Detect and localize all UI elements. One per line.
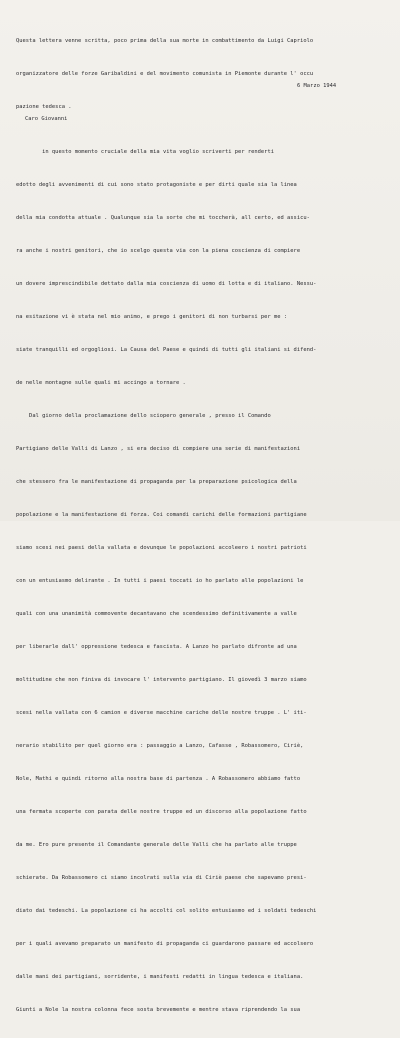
body-line: Partigiano delle Valli di Lanzo , si era deciso di compiere una serie di manifestazioni <box>16 446 301 452</box>
body-line: moltitudine che non finiva di invocare l' intervento partigiano. Il giovedì 3 marzo siamo <box>16 677 307 683</box>
body-line: popolazione e la manifestazione di forza. Coi comandi carichi delle formazioni partigiane <box>16 512 307 518</box>
body-line: scesi nella vallata con 6 camion e diverse macchine cariche delle nostre truppe . L' iti- <box>16 710 307 716</box>
body-line: in questo momento cruciale della mia vita voglio scriverti per renderti <box>16 149 274 155</box>
letter-greeting: Caro Giovanni <box>25 116 68 122</box>
body-line: per i quali avevamo preparato un manifesto di propaganda ci guardarono passare ed accolsero <box>16 941 314 947</box>
body-line: siamo scesi nei paesi della vallata e dovunque le popolazioni accoleero i nostri patrioti <box>16 545 307 551</box>
body-line: un dovere imprescindibile dettato dalla mia coscienza di uomo di lotta e di italiano. Nessu- <box>16 281 317 287</box>
body-line: diato dai tedeschi. La popolazione ci ha accolti col solito entusiasmo ed i soldati tedeschi <box>16 908 317 914</box>
body-line: schierate. Da Robassomero ci siamo incolrati sulla via di Ciriè paese che sapevamo presi- <box>16 875 307 881</box>
intro-line: organizzatore delle forze Garibaldini e del movimento comunista in Piemonte durante l' occu <box>16 71 314 77</box>
body-line: na esitazione vi è stata nel mio animo, e prego i genitori di non turbarsi per me : <box>16 314 288 320</box>
body-line: Dal giorno della proclamazione dello sciopero generale , presso il Comando <box>16 413 271 419</box>
body-line: ra anche i nostri genitori, che io scelgo questa via con la piena coscienza di compiere <box>16 248 301 254</box>
body-line: de nelle montagne sulle quali mi accingo a tornare . <box>16 380 186 386</box>
body-line: che stessero fra le manifestazione di propaganda per la preparazione psicologica della <box>16 479 297 485</box>
body-line: edotto degli avvenimenti di cui sono stato protagoniste e per dirti quale sia la linea <box>16 182 297 188</box>
body-line: dalle mani dei partigiani, sorridente, i manifesti redatti in lingua tedesca e italiana. <box>16 974 304 980</box>
body-line: siate tranquilli ed orgogliosi. La Causa del Paese e quindi di tutti gli italiani si difend- <box>16 347 317 353</box>
body-line: con un entusiasmo delirante . In tutti i paesi toccati io ho parlato alle popolazioni le <box>16 578 304 584</box>
letter-date: 6 Marzo 1944 <box>297 83 337 89</box>
body-line: quali con una unanimità commovente decantavano che scendessimo definitivamente a valle <box>16 611 297 617</box>
body-line: da me. Ero pure presente il Comandante generale delle Valli che ha parlato alle truppe <box>16 842 297 848</box>
body-line: per liberarle dall' oppressione tedesca e fascista. A Lanzo ho parlato difronte ad una <box>16 644 297 650</box>
body-line: della mia condotta attuale . Qualunque sia la sorte che mi toccherà, all certo, ed assicu- <box>16 215 310 221</box>
body-line: una fermata scoperte con parata delle nostre truppe ed un discorso alla popolazione fatto <box>16 809 307 815</box>
body-line: Nole, Mathi e quindi ritorno alla nostra base di partenza . A Robassomero abbiamo fatto <box>16 776 301 782</box>
letter-body <box>16 125 316 1038</box>
body-line: nerario stabilito per quel giorno era : passaggio a Lanzo, Cafasse , Robassomero, Ciriè, <box>16 743 304 749</box>
body-line: Giunti a Nole la nostra colonna fece sosta brevemente e mentre stava riprendendo la sua <box>16 1007 301 1013</box>
intro-line: Questa lettera venne scritta, poco prima della sua morte in combattimento da Luigi Capriolo <box>16 38 314 44</box>
intro-line: pazione tedesca . <box>16 104 72 110</box>
